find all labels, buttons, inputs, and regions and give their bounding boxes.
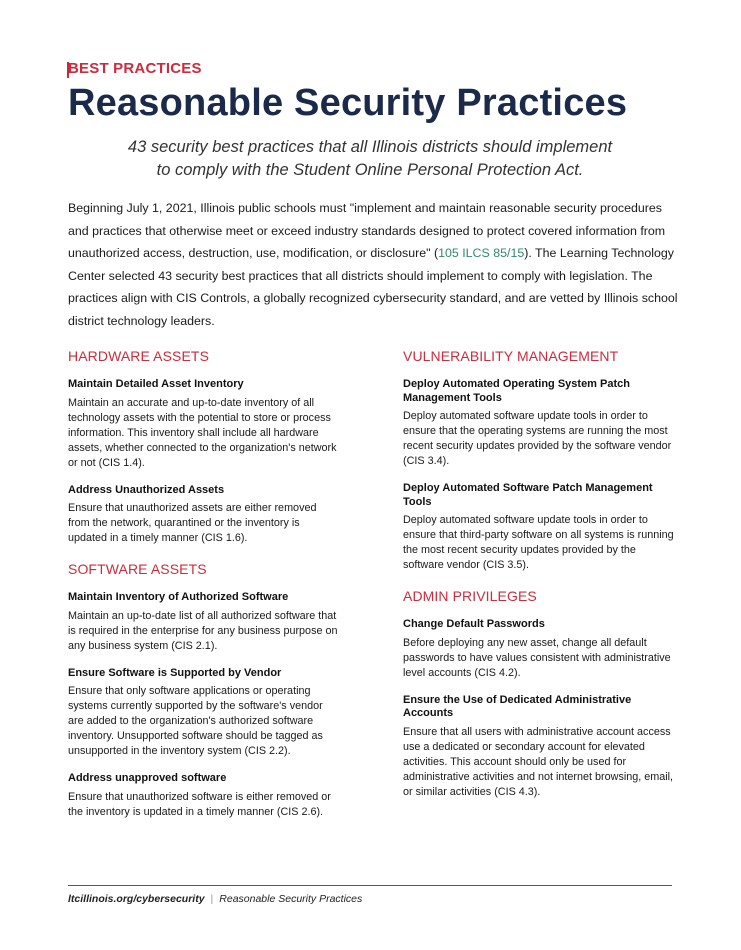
footer-divider [68,885,672,886]
footer-separator: | [210,893,214,905]
practice-description: Ensure that unauthorized assets are either removed from the network, quarantined or the inventory is updated in a timely manner (CIS 1.6). [68,502,317,544]
section-heading-admin: ADMIN PRIVILEGES [403,588,537,604]
practice-item [68,667,340,760]
practice-title: Ensure the Use of Dedicated Administrative Accounts [403,693,632,719]
practice-title: Address unapproved software [68,772,227,784]
practice-item [68,772,340,820]
left-column [68,348,340,833]
practice-description: Maintain an up-to-date list of all authorized software that is required in the enterprise for any business purpose on any business system (CIS 2.1). [68,609,338,652]
practice-description: Ensure that all users with administrative account access use a dedicated or secondary account for elevated activities. This account should only be used for administrative activities and not internet browsing, email, or similar activities (CIS 4.3). [403,725,674,798]
section-heading-vulnerability: VULNERABILITY MANAGEMENT [403,348,619,364]
practice-title: Change Default Passwords [403,618,545,630]
intro-text-after: ). The Learning Technology Center selected 43 security best practices that all districts should implement to comply with legislation. The practices align with CIS Controls, a globally recognized cybersecurity standard, and are vetted by Illinois school district technology leaders. [68,246,678,328]
subtitle-line-2: to comply with the Student Online Personal Protection Act. [156,161,584,179]
practice-description: Deploy automated software update tools in order to ensure that the operating systems are running the most recent security updates provided by the software vendor (CIS 3.4). [403,410,672,467]
eyebrow-label: BEST PRACTICES [68,60,202,77]
practice-item [68,591,340,654]
right-column [403,348,675,813]
practice-description: Ensure that unauthorized software is either removed or the inventory is updated in a timely manner (CIS 2.6). [68,790,331,818]
practice-title: Deploy Automated Software Patch Management Tools [403,482,653,508]
section-heading-software: SOFTWARE ASSETS [68,561,207,577]
practice-title: Maintain Detailed Asset Inventory [68,378,244,390]
practice-description: Ensure that only software applications or operating systems currently supported by the software's vendor are added to the organization's authorized software inventory. Unsupported software should be tagged as unsupported in the inventory system (CIS 2.2). [68,685,323,757]
footer-doc-title: Reasonable Security Practices [219,893,363,905]
page-footer [68,893,362,905]
practice-item [403,618,675,681]
practice-description: Deploy automated software update tools in order to ensure that third-party software on all systems is running the most recent security updates provided by the software vendor (CIS 3.5). [403,514,674,571]
practice-item [403,378,675,469]
practice-description: Maintain an accurate and up-to-date inventory of all technology assets with the potential to store or process information. This inventory shall include all hardware assets, whether connected to the organization's network or not (CIS 1.4). [68,396,337,469]
practice-title: Deploy Automated Operating System Patch Management Tools [403,378,630,404]
page-subtitle [60,136,680,182]
footer-url-link[interactable]: ltcillinois.org/cybersecurity [68,893,205,905]
statute-link[interactable]: 105 ILCS 85/15 [438,246,525,260]
section-heading-hardware: HARDWARE ASSETS [68,348,210,364]
practice-title: Maintain Inventory of Authorized Software [68,591,289,603]
intro-paragraph [68,197,678,332]
subtitle-line-1: 43 security best practices that all Illinois districts should implement [127,138,613,156]
practice-title: Ensure Software is Supported by Vendor [68,666,282,679]
practice-item [403,694,675,800]
practice-title: Address Unauthorized Assets [68,483,225,496]
practice-item [68,378,340,471]
page-title: Reasonable Security Practices [68,82,628,124]
practice-item [68,484,340,547]
practice-item [403,482,675,573]
intro-text-before: Beginning July 1, 2021, Illinois public schools must "implement and maintain reasonable security procedures and practices that otherwise meet or exceed industry standards designed to protect covered information from unauthorized access, destruction, use, modification, or disclosure" ( [68,201,666,260]
practice-description: Before deploying any new asset, change all default passwords to have values consistent with administrative level accounts (CIS 4.2). [403,636,671,679]
